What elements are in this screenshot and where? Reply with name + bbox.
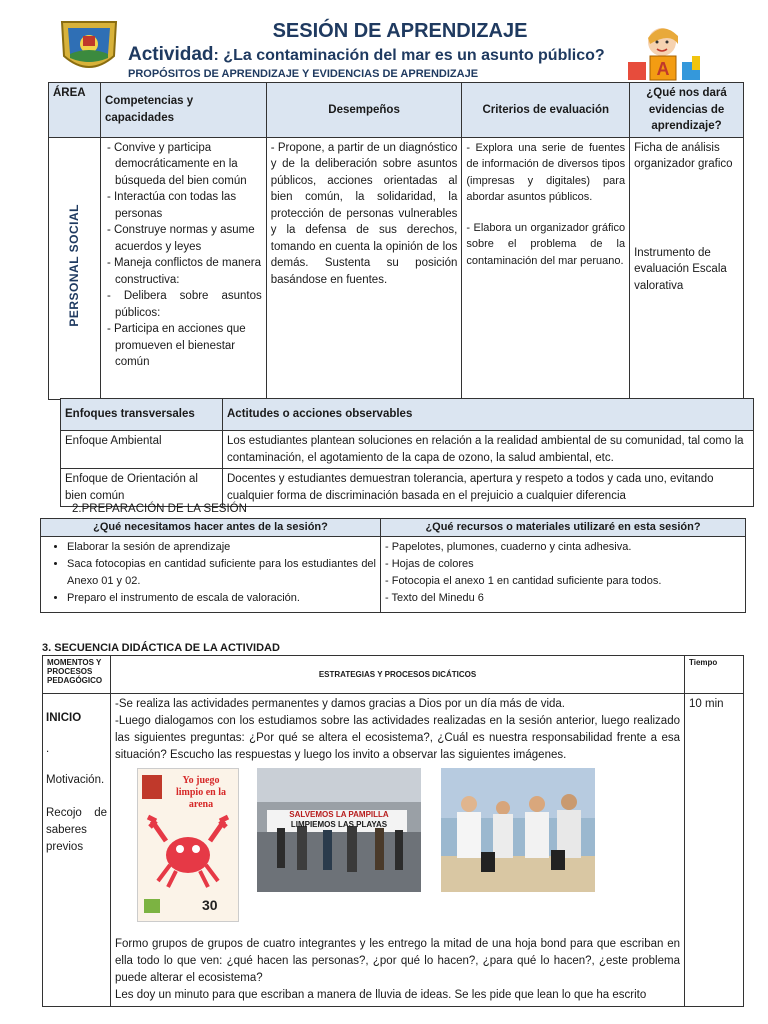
header-before: ¿Qué necesitamos hacer antes de la sesión? [41, 519, 381, 537]
volunteers-photo [441, 768, 595, 892]
moment-dot: . [46, 743, 50, 755]
criterio-item: - Explora una serie de fuentes de información de diversos tipos (impresas y digitales) para abordar asuntos públicos. [466, 141, 626, 203]
images-row [115, 764, 680, 936]
list-item: - Fotocopia el anexo 1 en cantidad suficiente para todos. [385, 575, 662, 587]
enfoque-cell: Enfoque Ambiental [61, 431, 223, 469]
header-actitudes: Actitudes o acciones observables [223, 399, 754, 431]
page-title: SESIÓN DE APRENDIZAJE [272, 20, 528, 42]
kids-letter-blocks-image [620, 22, 710, 82]
paragraph: Formo grupos de grupos de cuatro integrantes y les entrego la mitad de una hoja bond para que escriban en ella todo lo que ven: ¿qué hacen las personas?, ¿por qué lo hacen?, ¿para qué lo hacen?, ¿este problema puede alterar el ecosistema? [115, 938, 680, 984]
poster-image [137, 768, 239, 922]
evidencias-top: Ficha de análisis organizador grafico [634, 141, 733, 170]
poster-title: Yo juego limpio en la arena [175, 775, 226, 810]
list-item: - Convive y participa democráticamente en la búsqueda del bien común [106, 141, 247, 187]
list-item: - Interactúa con todas las personas [106, 191, 237, 220]
paragraph: -Luego dialogamos con los estudiamos sobre las actividades realizadas en la sesión anterior, luego realizado las siguientes preguntas: ¿Por qué se altera el ecosistema?, ¿Cuál es nuestra responsabilidad frente a esa situación? Escucho las respuestas y luego los invito a observar las siguientes imágenes. [115, 715, 680, 761]
time-cell: 10 min [685, 694, 744, 1007]
list-item: • Saca fotocopias en cantidad suficiente para los estudiantes del Anexo 01 y 02. [67, 556, 376, 590]
purposes-table [48, 82, 744, 400]
header-criterios: Criterios de evaluación [462, 83, 630, 138]
section2-title: 2.PREPARACIÓN DE LA SESIÓN [72, 503, 247, 515]
criterio-item: - Elabora un organizador gráfico sobre el problema de la contaminación del mar peruano. [466, 221, 626, 267]
svg-text:A: A [656, 59, 670, 79]
preparation-table [40, 518, 746, 613]
resources-cell [381, 537, 746, 613]
activity-line [128, 44, 628, 66]
list-item: - Hojas de colores [385, 558, 474, 570]
competencias-cell [100, 137, 266, 399]
actitud-cell: Los estudiantes plantean soluciones en relación a la realidad ambiental de su comunidad, tal como la contaminación, el agotamiento de la capa de ozono, la salud ambiental, etc. [223, 431, 754, 469]
desempenos-cell: - Propone, a partir de un diagnóstico y de la deliberación sobre asuntos públicos, acciones orientadas al bien común, la solidaridad, la protección de personas vulnerables y la defensa de sus derechos, tomando en cuenta la opinión de los demás. Sustenta su posición basándose en fuentes. [266, 137, 462, 399]
enfoque-cell: Enfoque de Orientación al bien común [61, 469, 223, 507]
banner-text-2: LIMPIEMOS LAS PLAYAS [290, 820, 388, 829]
header-competencias: Competencias y capacidades [100, 83, 266, 138]
enfoques-table [60, 398, 754, 507]
list-item: - Maneja conflictos de manera constructiva: [106, 257, 262, 286]
header-desempenos: Desempeños [266, 83, 462, 138]
paragraph: Les doy un minuto para que escriban a manera de lluvia de ideas. Se les pide que lean lo que ha escrito [115, 989, 647, 1001]
activity-text: : ¿La contaminación del mar es un asunto público? [213, 47, 605, 64]
moment-inicio: INICIO [46, 712, 82, 724]
header-momentos: MOMENTOS Y PROCESOS PEDAGÓGICO [43, 656, 111, 694]
header-resources: ¿Qué recursos o materiales utilizaré en esta sesión? [381, 519, 746, 537]
moments-cell [43, 694, 111, 1007]
beach-march-photo [257, 768, 421, 892]
header-tiempo: Tiempo [685, 656, 744, 694]
before-cell [41, 537, 381, 613]
banner-text: SALVEMOS LA PAMPILLA [289, 810, 389, 819]
strategies-cell [111, 694, 685, 1007]
list-item: - Papelotes, plumones, cuaderno y cinta adhesiva. [385, 541, 632, 553]
moment-motivacion: Motivación. [46, 774, 105, 786]
activity-label: Actividad [128, 44, 214, 65]
criterios-cell [462, 137, 630, 399]
school-crest-logo [56, 16, 122, 80]
section3-title: 3. SECUENCIA DIDÁCTICA DE LA ACTIVIDAD [42, 642, 280, 654]
area-cell [49, 137, 101, 399]
poster-number: 30 [202, 897, 218, 913]
competencias-list [105, 140, 262, 371]
paragraph: -Se realiza las actividades permanentes y damos gracias a Dios por un día más de vida. [115, 698, 566, 710]
header-evidencias: ¿Qué nos dará evidencias de aprendizaje? [630, 83, 744, 138]
list-item: - Construye normas y asume acuerdos y leyes [106, 224, 255, 253]
list-item: • Preparo el instrumento de escala de valoración. [67, 590, 376, 607]
header-area: ÁREA [49, 83, 101, 138]
before-list [45, 539, 376, 607]
list-item: - Participa en acciones que promueven el bienestar común [106, 323, 246, 368]
evidencias-bottom: Instrumento de evaluación Escala valorativa [634, 246, 727, 292]
header-enfoques: Enfoques transversales [61, 399, 223, 431]
sequence-table [42, 655, 744, 1007]
area-label: PERSONAL SOCIAL [67, 203, 82, 327]
actitud-cell: Docentes y estudiantes demuestran tolerancia, apertura y respeto a todos y cada uno, evitando cualquier forma de discriminación basada en el prejuicio a cualquier diferencia [223, 469, 754, 507]
header-estrategias: ESTRATEGIAS Y PROCESOS DICÁTICOS [111, 656, 685, 694]
purposes-heading: PROPÓSITOS DE APRENDIZAJE Y EVIDENCIAS DE APRENDIZAJE [128, 68, 479, 80]
moment-recojo: Recojo de saberes previos [46, 807, 107, 853]
list-item: - Delibera sobre asuntos públicos: [106, 290, 262, 319]
list-item: • Elaborar la sesión de aprendizaje [67, 539, 376, 556]
list-item: - Texto del Minedu 6 [385, 592, 484, 604]
evidencias-cell [630, 137, 744, 399]
